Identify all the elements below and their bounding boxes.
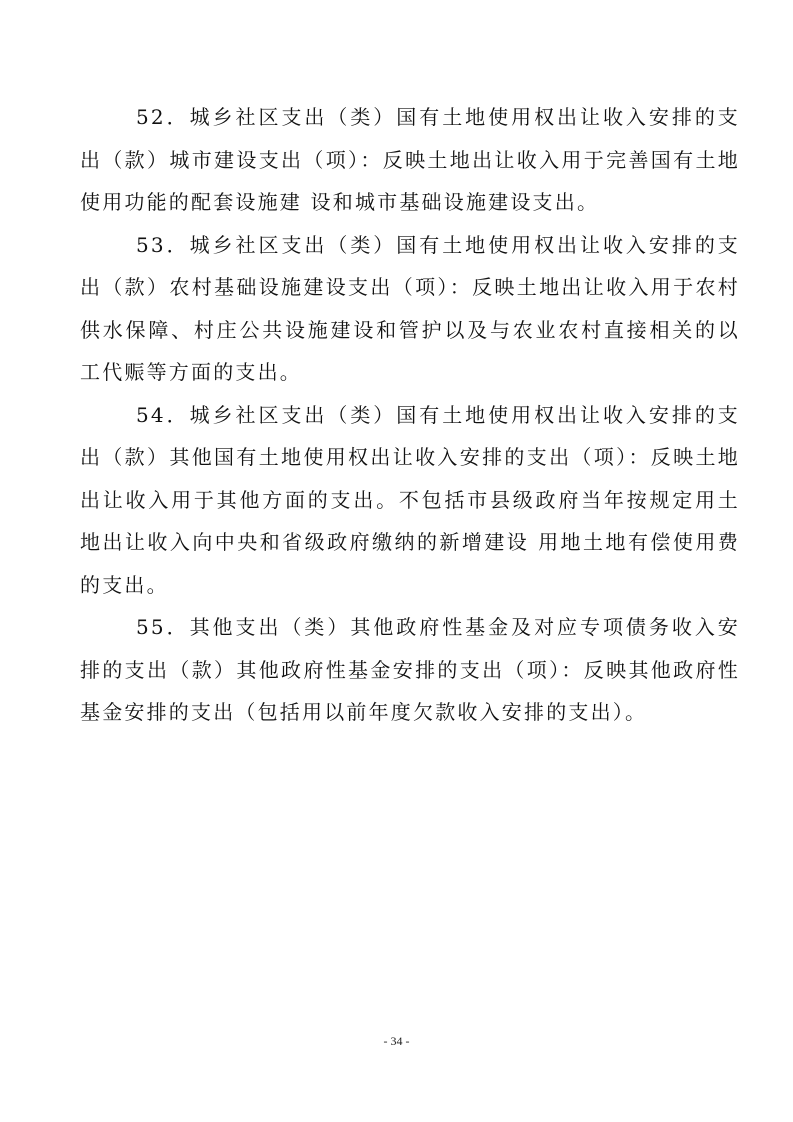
paragraph-54: 54．城乡社区支出（类）国有土地使用权出让收入安排的支出（款）其他国有土地使用权出让收入安排的支出（项）：反映土地出让收入用于其他方面的支出。不包括市县级政府当年按规定用土地出让收入向中央和省级政府缴纳的新增建设 用地土地有偿使用费的支出。 bbox=[80, 402, 740, 597]
paragraph-55: 55．其他支出（类）其他政府性基金及对应专项债务收入安排的支出（款）其他政府性基金安排的支出（项）：反映其他政府性基金安排的支出（包括用以前年度欠款收入安排的支出）。 bbox=[80, 615, 740, 724]
body-text bbox=[80, 96, 740, 734]
paragraph-53: 53．城乡社区支出（类）国有土地使用权出让收入安排的支出（款）农村基础设施建设支出（项）：反映土地出让收入用于农村供水保障、村庄公共设施建设和管护以及与农业农村直接相关的以工代赈等方面的支出。 bbox=[80, 232, 740, 384]
page-number: - 34 - bbox=[383, 1034, 410, 1048]
paragraph-52: 52．城乡社区支出（类）国有土地使用权出让收入安排的支出（款）城市建设支出（项）：反映土地出让收入用于完善国有土地使用功能的配套设施建 设和城市基础设施建设支出。 bbox=[80, 105, 740, 214]
